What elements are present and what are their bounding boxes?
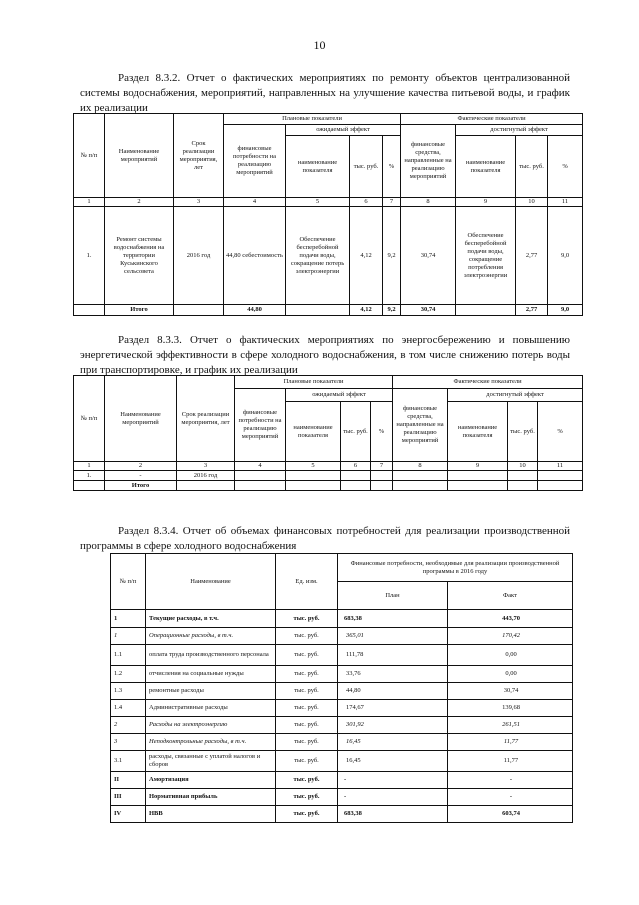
fact-header: Фактические показатели [401,114,583,125]
row-exp-thous: 4,12 [350,207,383,305]
row-unit: тыс. руб. [276,751,338,772]
column-numbers-row [74,462,583,471]
total-exp-thous: 4,12 [350,305,383,316]
expected-header: ожидаемый эффект [286,389,393,402]
row-fact: 139,68 [448,700,573,717]
plan-header: Плановые показатели [235,376,393,389]
col-unit-header: Ед. изм. [276,554,338,610]
ach-indicator-header: наименование показателя [456,136,516,198]
col-number: 10 [508,462,538,471]
row-fact: 443,70 [448,610,573,628]
row-exp-pct: 9,2 [383,207,401,305]
col-number: 4 [235,462,286,471]
page-number: 10 [313,38,326,52]
exp-pct-header: % [371,402,393,462]
row-unit: тыс. руб. [276,789,338,806]
table-row [74,471,583,481]
row-name: Текущие расходы, в т.ч. [146,610,276,628]
table-row [111,806,573,823]
row-plan-fin: 44,80 себестоимость [224,207,286,305]
table-row [111,628,573,645]
col-term-header: Срок реализации мероприятия, лет [177,376,235,462]
col-num-header: № п/п [74,114,105,198]
row-name: ремонтные расходы [146,683,276,700]
row-plan: 301,92 [338,717,448,734]
exp-indicator-header: наименование показателя [286,136,350,198]
col-number: 11 [548,198,583,207]
row-unit: тыс. руб. [276,666,338,683]
total-label: Итого [105,305,174,316]
row-ach-indicator: Обеспечение бесперебойной подачи воды, сокращение потребления электроэнергии [456,207,516,305]
row-unit: тыс. руб. [276,610,338,628]
row-unit: тыс. руб. [276,806,338,823]
ach-pct-header: % [548,136,583,198]
row-num: III [111,789,146,806]
col-number: 7 [371,462,393,471]
section-833-heading: Раздел 8.3.3. Отчет о фактических мероприятиях по энергосбережению и повышению энергетической эффективности в сфере холодного водоснабжения, в том числе снижению потерь воды при транспортировке, и график их реализации [80,334,570,376]
row-fact: 170,42 [448,628,573,645]
row-name: оплата труда производственного персонала [146,645,276,666]
row-num: 1 [111,628,146,645]
row-exp-indicator: Обеспечение бесперебойной подачи воды, сокращение потерь электроэнергии [286,207,350,305]
table-row [111,666,573,683]
row-fact: 11,77 [448,751,573,772]
row-num: 1. [74,207,105,305]
col-term-header: Срок реализации мероприятия, лет [174,114,224,198]
row-plan: 365,01 [338,628,448,645]
table-row [111,645,573,666]
fact-header: Фактические показатели [393,376,583,389]
row-name: отчисления на социальные нужды [146,666,276,683]
achieved-header: достигнутый эффект [456,125,583,136]
row-fact: 0,00 [448,666,573,683]
row-name: - [105,471,177,481]
row-fact: 11,77 [448,734,573,751]
section-834-table [110,553,573,823]
table-row [74,207,583,305]
row-num: 1.4 [111,700,146,717]
table-row [111,789,573,806]
col-number: 8 [401,198,456,207]
col-number: 2 [105,198,174,207]
fact-header: Факт [448,582,573,610]
row-unit: тыс. руб. [276,717,338,734]
col-num-header: № п/п [111,554,146,610]
exp-thous-header: тыс. руб. [350,136,383,198]
row-fact: 603,74 [448,806,573,823]
row-name: Ремонт системы водоснабжения на территории Куськинского сельсовета [105,207,174,305]
row-fact: 30,74 [448,683,573,700]
row-plan: 683,38 [338,610,448,628]
col-number: 8 [393,462,448,471]
row-plan: - [338,789,448,806]
row-num: 1.2 [111,666,146,683]
plan-fin-header: финансовые потребности на реализацию мероприятий [224,125,286,198]
row-unit: тыс. руб. [276,628,338,645]
table-row [111,751,573,772]
col-number: 4 [224,198,286,207]
ach-pct-header: % [538,402,583,462]
row-term: 2016 год [177,471,235,481]
plan-header: План [338,582,448,610]
row-fact: 0,00 [448,645,573,666]
row-unit: тыс. руб. [276,645,338,666]
plan-header: Плановые показатели [224,114,401,125]
row-unit: тыс. руб. [276,683,338,700]
row-plan: 174,67 [338,700,448,717]
row-num: II [111,772,146,789]
section-833-table [73,375,583,491]
row-ach-thous: 2,77 [516,207,548,305]
table-row [111,610,573,628]
row-fact-fin: 30,74 [401,207,456,305]
ach-thous-header: тыс. руб. [508,402,538,462]
row-fact: - [448,772,573,789]
row-plan: 33,76 [338,666,448,683]
col-number: 5 [286,462,341,471]
row-num: 1.3 [111,683,146,700]
row-term: 2016 год [174,207,224,305]
row-plan: 16,45 [338,751,448,772]
row-name: Расходы на электроэнергию [146,717,276,734]
col-number: 5 [286,198,350,207]
row-num: 1. [74,471,105,481]
exp-indicator-header: наименование показателя [286,402,341,462]
col-number: 10 [516,198,548,207]
row-plan: - [338,772,448,789]
total-exp-pct: 9,2 [383,305,401,316]
column-numbers-row [74,198,583,207]
row-num: 3.1 [111,751,146,772]
row-num: 3 [111,734,146,751]
ach-thous-header: тыс. руб. [516,136,548,198]
row-num: 1.1 [111,645,146,666]
row-name: Неподконтрольные расходы, в т.ч. [146,734,276,751]
row-num: IV [111,806,146,823]
exp-pct-header: % [383,136,401,198]
col-name-header: Наименование мероприятий [105,114,174,198]
row-name: Административные расходы [146,700,276,717]
col-number: 3 [177,462,235,471]
col-name-header: Наименование [146,554,276,610]
total-fact-fin: 30,74 [401,305,456,316]
table-row [111,683,573,700]
row-unit: тыс. руб. [276,734,338,751]
row-plan: 44,80 [338,683,448,700]
table-row [111,772,573,789]
fin-needs-header: Финансовые потребности, необходимые для реализации производственной программы в 2016 году [338,554,573,582]
col-number: 11 [538,462,583,471]
plan-fin-header: финансовые потребности на реализацию мероприятий [235,389,286,462]
row-fact: 261,51 [448,717,573,734]
expected-header: ожидаемый эффект [286,125,401,136]
row-unit: тыс. руб. [276,700,338,717]
row-fact: - [448,789,573,806]
row-name: Операционные расходы, в т.ч. [146,628,276,645]
table-row [111,734,573,751]
total-ach-thous: 2,77 [516,305,548,316]
total-row [74,481,583,491]
table-row [111,700,573,717]
total-plan-fin: 44,80 [224,305,286,316]
col-number: 9 [448,462,508,471]
col-number: 6 [341,462,371,471]
row-name: Нормативная прибыль [146,789,276,806]
fact-fin-header: финансовые средства, направленные на реализацию мероприятий [393,389,448,462]
row-plan: 111,78 [338,645,448,666]
total-row [74,305,583,316]
section-832-heading: Раздел 8.3.2. Отчет о фактических мероприятиях по ремонту объектов централизованной системы водоснабжения, мероприятий, направленных на улучшение качества питьевой воды, и график их реализации [80,72,570,114]
total-label: Итого [105,481,177,491]
row-name: Амортизация [146,772,276,789]
table-row [111,717,573,734]
row-name: НВВ [146,806,276,823]
col-number: 7 [383,198,401,207]
achieved-header: достигнутый эффект [448,389,583,402]
ach-indicator-header: наименование показателя [448,402,508,462]
col-number: 2 [105,462,177,471]
row-name: расходы, связанные с уплатой налогов и сборов [146,751,276,772]
col-number: 1 [74,198,105,207]
total-ach-pct: 9,0 [548,305,583,316]
section-832-table [73,113,583,316]
section-834-heading: Раздел 8.3.4. Отчет об объемах финансовых потребностей для реализации производственной программы в сфере холодного водоснабжения [80,525,570,552]
row-ach-pct: 9,0 [548,207,583,305]
col-num-header: № п/п [74,376,105,462]
fact-fin-header: финансовые средства, направленные на реализацию мероприятий [401,125,456,198]
row-plan: 16,45 [338,734,448,751]
col-number: 9 [456,198,516,207]
col-name-header: Наименование мероприятий [105,376,177,462]
col-number: 6 [350,198,383,207]
row-num: 2 [111,717,146,734]
row-plan: 683,38 [338,806,448,823]
row-num: 1 [111,610,146,628]
col-number: 1 [74,462,105,471]
col-number: 3 [174,198,224,207]
exp-thous-header: тыс. руб. [341,402,371,462]
row-unit: тыс. руб. [276,772,338,789]
